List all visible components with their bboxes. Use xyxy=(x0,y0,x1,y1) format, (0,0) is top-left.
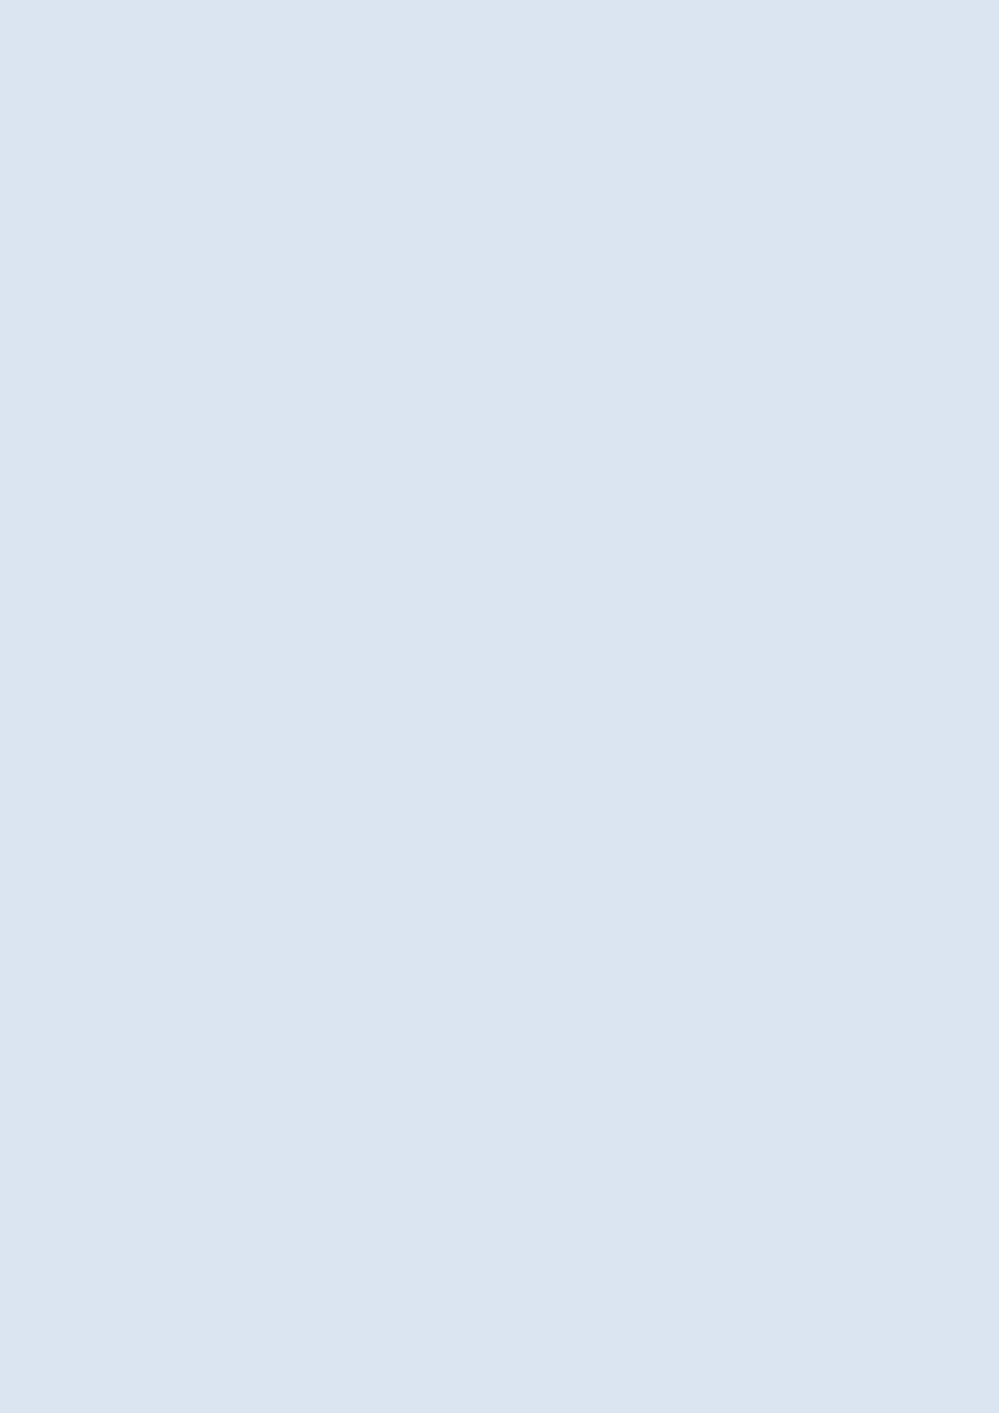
liveworksheets-logo[interactable] xyxy=(690,1373,712,1407)
liveworksheets-logo-icon xyxy=(690,1378,710,1402)
